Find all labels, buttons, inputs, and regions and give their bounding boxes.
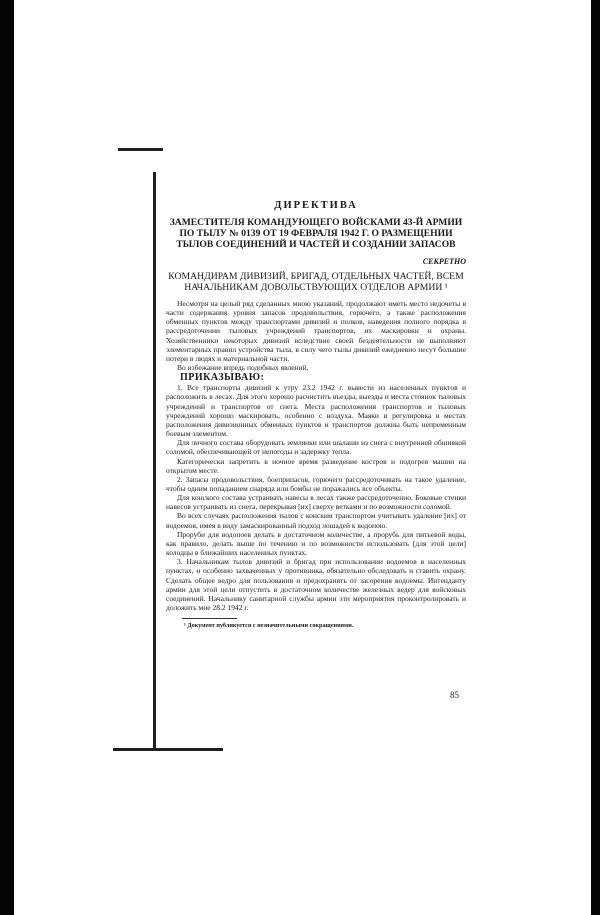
paragraph-3: Категорически запретить в ночное время разведение костров и подогрев машин на открытом месте.: [166, 456, 466, 475]
edge-tick-bottom: [113, 748, 223, 751]
edge-tick-top: [118, 148, 163, 151]
paragraph-1: 1. Все транспорты дивизий к утру 23.2 1942 г. вывести из населенных пунктов и расположить в лесах. Для этого хорошо расчистить въезды, выезды и места стоянок тыловых учреждений и транспортов от снега. Места расположения транспортов и тыловых учреждений хорошо маскировать, особенно с воздуха. Маяки и регулировка в местах расположения дивизионных обменных пунктов и транспортов должны быть непременным боевым элементом.: [166, 383, 466, 439]
scan-border-left: [0, 0, 14, 915]
page-number: 85: [450, 690, 459, 700]
secrecy-label: СЕКРЕТНО: [422, 257, 466, 266]
document-title: ДИРЕКТИВА: [274, 200, 358, 211]
document-page: [166, 200, 466, 710]
paragraph-8: 3. Начальникам тылов дивизий и бригад при использовании водоемов в населенных пунктах, и особенно захваченных у противника, обязательно обследовать и ставить охрану. Сделать общее ведро для пользования и предохранять от засорения водоемы. Интенданту армии для этой цели отпустить в достаточном количестве железных ведер для войсковых соединений. Начальнику санитарной службы армии эти мероприятия проконтролировать и доложить мне 28.2 1942 г.: [166, 557, 466, 612]
addressee: КОМАНДИРАМ ДИВИЗИЙ, БРИГАД, ОТДЕЛЬНЫХ ЧАСТЕЙ, ВСЕМ НАЧАЛЬНИКАМ ДОВОЛЬСТВУЮЩИХ ОТДЕЛОВ АРМИИ ¹: [168, 271, 464, 293]
footnote: ¹ Документ публикуется с незначительными сокращениями.: [184, 622, 354, 630]
paragraph-5: Для конского состава устраивать навесы в лесах также рассредоточенно. Боковые стенки навесов устраивать из снега, перекрывая [их] сверху ветками и по возможности соломой.: [166, 493, 466, 512]
paragraph-4: 2. Запасы продовольствия, боеприпасов, горючего рассредоточивать на такое удаление, чтобы одним попаданием снаряда или бомбы не поражались все объекты.: [166, 474, 466, 493]
scan-border-right: [591, 0, 600, 915]
footnote-rule: [182, 618, 237, 619]
document-subtitle: ЗАМЕСТИТЕЛЯ КОМАНДУЮЩЕГО ВОЙСКАМИ 43-Й АРМИИ ПО ТЫЛУ № 0139 ОТ 19 ФЕВРАЛЯ 1942 Г. О РАЗМЕЩЕНИИ ТЫЛОВ СОЕДИНЕНИЙ И ЧАСТЕЙ И СОЗДАНИИ ЗАПАСОВ: [169, 217, 463, 250]
paragraph-7: Проруби для водопоев делать в достаточном количестве, а прорубь для питьевой воды, как правило, делать выше по течению и по возможности использовать [для этой цели] колодцы в ближайших населенных пунктах.: [166, 529, 466, 558]
intro-paragraph: Несмотря на целый ряд сделанных мною указаний, продолжают иметь место недочеты в части содержания уровня запасов продовольствия, горючего, а также расположения обменных пунктов между транспортами дивизий и полков, наведения полного порядка в рассредоточении тыловых учреждений транспортов, их маскировки и охраны. Хозяйственники некоторых дивизий вследствие своей бездеятельности не выполняют элементарных правил устройства тыла, в силу чего тылы дивизий ежедневно несут большие потери в людях и материальной части.: [166, 299, 466, 363]
paragraph-2: Для личного состава оборудовать землянки или шалаши из снега с внутренней обшивкой соломой, обеспечивающей от непогоды и задержку тепла.: [166, 438, 466, 457]
avoid-line: Во избежание впредь подобных явлений,: [177, 363, 309, 373]
order-heading: ПРИКАЗЫВАЮ:: [180, 372, 265, 384]
page-edge-line: [153, 172, 156, 750]
paragraph-6: Во всех случаях расположения тылов с конским транспортом учитывать удаление [их] от водоемов, имея в виду замаскированный подход лошадей к водопою.: [166, 511, 466, 530]
